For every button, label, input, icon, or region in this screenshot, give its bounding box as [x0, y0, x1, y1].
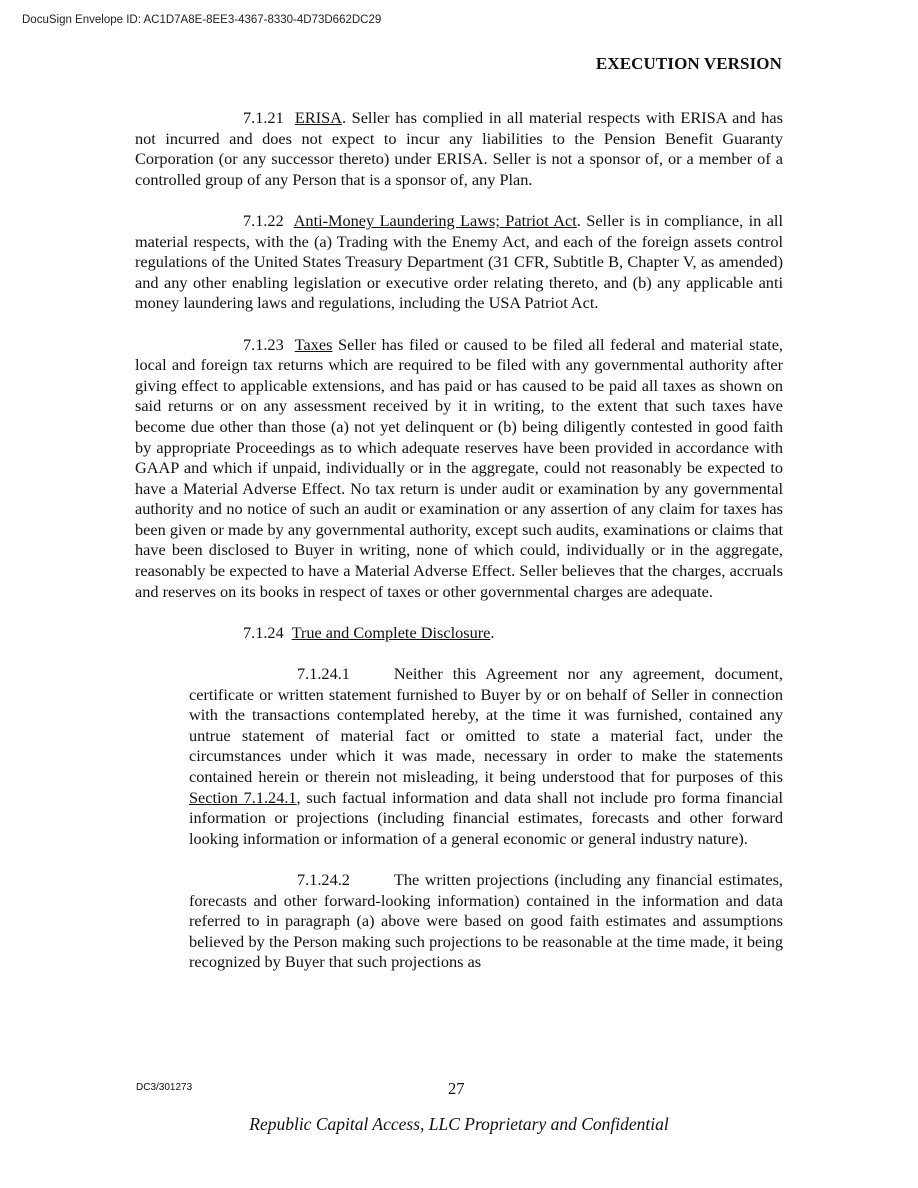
section-7-1-22	[135, 211, 783, 314]
section-7-1-21	[135, 108, 783, 190]
section-number: 7.1.22	[243, 210, 284, 230]
section-text: Seller has filed or caused to be filed all federal and material state, local and foreign tax returns which are required to be filed with any governmental authority after giving effect to applicable extensions, and has paid or has caused to be paid all taxes as shown on said returns or on any assessment received by it in writing, to the extent that such taxes have become due other than those (a) not yet delinquent or (b) being diligently contested in good faith by appropriate Proceedings as to which adequate reserves have been provided in accordance with GAAP and which if unpaid, individually or in the aggregate, could not reasonably be expected to have a Material Adverse Effect. No tax return is under audit or examination by any governmental authority and no notice of such an audit or examination or any assertion of any claim for taxes has been given or made by any governmental authority, except such audits, examinations or claims that have been disclosed to Buyer in writing, none of which could, individually or in the aggregate, reasonably be expected to have a Material Adverse Effect. Seller believes that the charges, accruals and reserves on its books in respect of taxes or other governmental charges are adequate.	[135, 334, 783, 601]
section-7-1-24	[135, 623, 783, 644]
section-number: 7.1.24	[243, 622, 284, 642]
docusign-envelope-id: DocuSign Envelope ID: AC1D7A8E-8EE3-4367-8330-4D73D662DC29	[22, 14, 382, 26]
page-number: 27	[448, 1079, 465, 1098]
section-7-1-24-2	[189, 870, 783, 973]
section-text-after: , such factual information and data shall not include pro forma financial information or projections (including financial estimates, forecasts and other forward looking information or information of a general economic or general industry nature).	[189, 787, 783, 848]
section-7-1-23	[135, 335, 783, 603]
section-title: Taxes	[294, 334, 333, 354]
section-reference: Section 7.1.24.1	[189, 787, 297, 807]
section-number: 7.1.21	[243, 108, 284, 127]
section-number: 7.1.24.2	[297, 869, 350, 889]
section-title: True and Complete Disclosure	[291, 622, 491, 642]
document-body	[135, 108, 783, 994]
section-text: . Seller has complied in all material respects with ERISA and has not incurred and does not expect to incur any liabilities to the Pension Benefit Guaranty Corporation (or any successor thereto) under ERISA. Seller is not a sponsor of, or a member of a controlled group of any Person that is a sponsor of, any Plan.	[135, 108, 783, 189]
section-text: . Seller is in compliance, in all material respects, with the (a) Trading with the Enemy Act, and each of the foreign assets control regulations of the United States Treasury Department (31 CFR, Subtitle B, Chapter V, as amended) and any other enabling legislation or executive order relating thereto, and (b) any applicable anti money laundering laws and regulations, including the USA Patriot Act.	[135, 210, 783, 313]
confidentiality-notice: Republic Capital Access, LLC Proprietary and Confidential	[249, 1114, 669, 1134]
footer-doc-id: DC3/301273	[136, 1082, 193, 1093]
section-title-end: .	[490, 622, 495, 642]
section-number: 7.1.24.1	[297, 664, 350, 684]
section-number: 7.1.23	[243, 334, 284, 354]
execution-version-label: EXECUTION VERSION	[595, 54, 782, 73]
section-7-1-24-1	[189, 664, 783, 849]
section-title: Anti-Money Laundering Laws; Patriot Act	[293, 210, 577, 230]
section-title: ERISA	[294, 108, 342, 127]
section-text: The written projections (including any financial estimates, forecasts and other forward-looking information) contained in the information and data referred to in paragraph (a) above were based on good faith estimates and assumptions believed by the Person making such projections to be reasonable at the time made, it being recognized by Buyer that such projections as	[189, 869, 783, 972]
section-text-before: Neither this Agreement nor any agreement, document, certificate or written statement furnished to Buyer by or on behalf of Seller in connection with the transactions contemplated hereby, at the time it was furnished, contained any untrue statement of material fact or omitted to state a material fact, under the circumstances under which it was made, necessary in order to make the statements contained herein or therein not misleading, it being understood that for purposes of this	[189, 664, 783, 786]
